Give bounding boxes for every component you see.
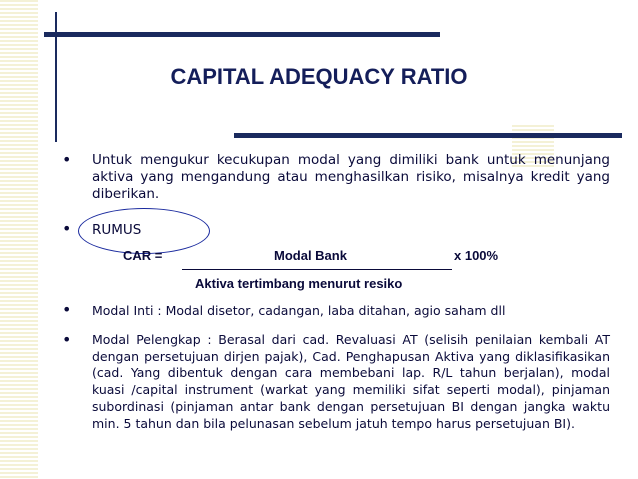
bullet-marker: • bbox=[62, 150, 72, 169]
bullet-marker: • bbox=[62, 300, 72, 319]
bullet-marker: • bbox=[62, 219, 72, 238]
bullet-text-modal-inti: Modal Inti : Modal disetor, cadangan, laba ditahan, agio saham dll bbox=[92, 303, 506, 318]
bullet-marker: • bbox=[62, 330, 72, 349]
slide-title: CAPITAL ADEQUACY RATIO bbox=[170, 64, 468, 89]
formula-numerator: Modal Bank bbox=[274, 248, 347, 263]
formula-multiplier: x 100% bbox=[454, 248, 499, 263]
formula-fraction-line bbox=[182, 269, 452, 270]
bullet-text-modal-pelengkap: Modal Pelengkap : Berasal dari cad. Revaluasi AT (selisih penilaian kembali AT dengan persetujuan dirjen pajak), Cad. Penghapusan Aktiva yang diklasifikasikan (cad. Yang dibentuk dengan cara membebani lap. R/L tahun berjalan), modal kuasi /capital instrument (warkat yang memiliki sifat seperti modal), pinjaman subordinasi (pinjaman antar bank dengan persetujuan BI dengan jangka waktu min. 5 tahun dan bila pelunasan sebelum jatuh tempo harus persetujuan BI). bbox=[92, 332, 610, 431]
bullet-text-purpose: Untuk mengukur kecukupan modal yang dimiliki bank untuk menunjang aktiva yang mengandung atau menghasilkan risiko, misalnya kredit yang diberikan. bbox=[92, 152, 610, 202]
bullet-text-rumus: RUMUS bbox=[92, 222, 142, 238]
formula-car-label: CAR = bbox=[123, 248, 163, 263]
decorative-right-bar bbox=[234, 133, 622, 138]
decorative-top-bar bbox=[44, 32, 440, 37]
formula-denominator: Aktiva tertimbang menurut resiko bbox=[195, 276, 403, 291]
